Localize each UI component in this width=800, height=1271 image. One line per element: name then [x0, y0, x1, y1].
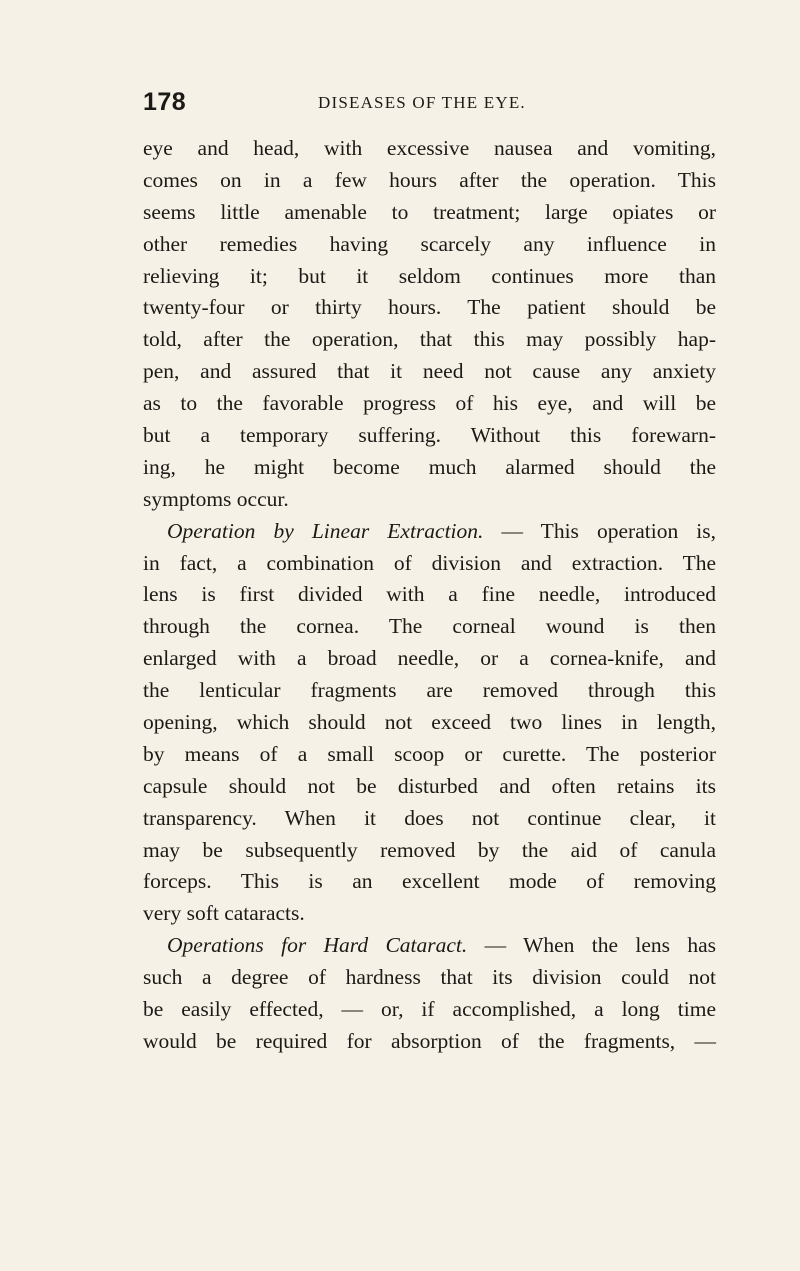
text-line: enlarged with a broad needle, or a cornea-knife, and	[143, 646, 716, 671]
text-line: transparency. When it does not continue clear, it	[143, 805, 716, 830]
page-number: 178	[143, 88, 187, 116]
section-heading-line	[143, 930, 716, 962]
running-title: DISEASES OF THE EYE.	[318, 93, 526, 112]
text-line: seems little amenable to treatment; large opiates or	[143, 199, 716, 224]
text-line: be easily effected, — or, if accomplished, a long time	[143, 997, 716, 1022]
section-lead-text: — When the lens has	[467, 933, 716, 958]
body-text	[143, 133, 716, 1058]
text-line: as to the favorable progress of his eye, and will be	[143, 391, 716, 416]
text-line: ing, he might become much alarmed should the	[143, 454, 716, 479]
text-line: in fact, a combination of division and extraction. The	[143, 550, 716, 575]
text-line: by means of a small scoop or curette. The posterior	[143, 741, 716, 766]
text-line: relieving it; but it seldom continues more than	[143, 263, 716, 288]
section-heading: Operation by Linear Extraction.	[167, 518, 484, 543]
section-heading: Operations for Hard Cataract.	[167, 933, 468, 958]
text-line: may be subsequently removed by the aid of canula	[143, 837, 716, 862]
section-lead-text: — This operation is,	[483, 518, 716, 543]
text-line: symptoms occur.	[143, 486, 289, 511]
text-line: through the cornea. The corneal wound is then	[143, 614, 716, 639]
text-line: other remedies having scarcely any influence in	[143, 231, 716, 256]
text-line: but a temporary suffering. Without this forewarn-	[143, 423, 716, 448]
text-line: twenty-four or thirty hours. The patient should be	[143, 295, 716, 320]
text-line: pen, and assured that it need not cause any anxiety	[143, 359, 716, 384]
section-heading-line	[143, 516, 716, 548]
running-head	[143, 88, 543, 118]
text-line: opening, which should not exceed two lines in length,	[143, 710, 716, 735]
text-line: capsule should not be disturbed and often retains its	[143, 773, 716, 798]
text-line: eye and head, with excessive nausea and vomiting,	[143, 136, 716, 160]
text-line: would be required for absorption of the fragments, —	[143, 1028, 716, 1053]
text-line: the lenticular fragments are removed through this	[143, 678, 716, 703]
text-line: very soft cataracts.	[143, 901, 305, 926]
text-line: forceps. This is an excellent mode of removing	[143, 869, 716, 894]
text-line: told, after the operation, that this may possibly hap-	[143, 327, 716, 352]
text-line: such a degree of hardness that its division could not	[143, 965, 716, 990]
text-line: comes on in a few hours after the operation. This	[143, 167, 716, 192]
text-line: lens is first divided with a fine needle, introduced	[143, 582, 716, 607]
